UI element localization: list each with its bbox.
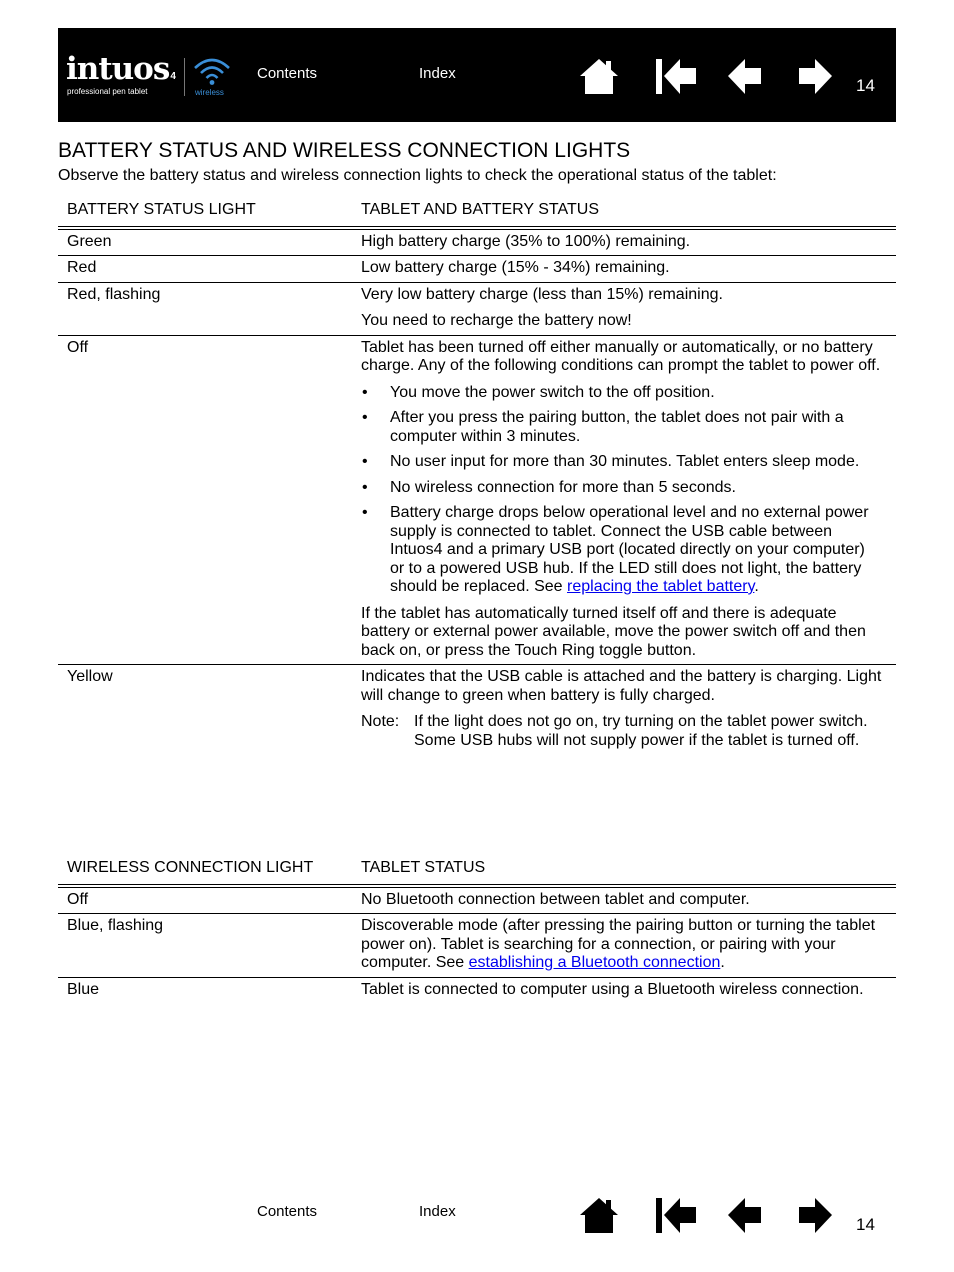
light-cell: Blue	[67, 980, 100, 998]
list-item: • No wireless connection for more than 5 seconds.	[361, 479, 882, 498]
page-number: 14	[856, 76, 875, 95]
replacing-battery-link[interactable]: replacing the tablet battery	[567, 578, 755, 595]
light-cell: Yellow	[67, 668, 113, 685]
footer-nav	[0, 1190, 954, 1250]
wireless-label: wireless	[195, 88, 224, 97]
light-cell: Blue, flashing	[58, 914, 352, 978]
column-header: BATTERY STATUS LIGHT	[58, 201, 352, 228]
status-cell	[352, 335, 896, 665]
logo-subtitle: professional pen tablet	[67, 87, 148, 96]
note	[361, 713, 882, 750]
first-page-icon[interactable]	[654, 1196, 698, 1234]
index-link[interactable]: Index	[419, 65, 456, 82]
contents-link[interactable]: Contents	[257, 1203, 318, 1220]
wireless-icon	[192, 56, 232, 86]
status-cell: Low battery charge (15% - 34%) remaining.	[352, 256, 896, 283]
home-icon[interactable]	[578, 1196, 620, 1234]
light-cell: Red	[58, 256, 352, 283]
list-item: • Battery charge drops below operational level and no external power supply is connected to tablet. Connect the USB cable between Intuos4 and a primary USB port (located directly on your computer) or to a powered USB hub. If the LED still does not light, the battery should be replaced. See replacing the tablet battery.	[361, 504, 882, 597]
note-label: Note:	[361, 713, 400, 730]
next-page-icon[interactable]	[797, 57, 833, 95]
status-cell: High battery charge (35% to 100%) remaining.	[352, 228, 896, 256]
table-row	[58, 256, 896, 283]
battery-status-table	[58, 201, 896, 754]
page-number: 14	[856, 1215, 875, 1234]
table-row	[58, 665, 896, 755]
contents-link[interactable]: Contents	[257, 65, 318, 82]
header-bar	[58, 28, 896, 122]
bluetooth-connection-link[interactable]: establishing a Bluetooth connection	[468, 954, 721, 971]
list-item: • You move the power switch to the off position.	[361, 384, 882, 403]
column-header: WIRELESS CONNECTION LIGHT	[58, 859, 352, 886]
table-row	[58, 228, 896, 256]
home-icon[interactable]	[578, 57, 620, 95]
index-link[interactable]: Index	[419, 1203, 456, 1220]
status-text: Indicates that the USB cable is attached and the battery is charging. Light will change to green when battery is fully charged.	[361, 668, 882, 704]
table-row	[58, 914, 896, 978]
first-page-icon[interactable]	[654, 57, 698, 95]
light-cell: Off	[58, 335, 352, 665]
list-item: • No user input for more than 30 minutes. Tablet enters sleep mode.	[361, 453, 882, 472]
status-cell	[352, 665, 896, 755]
list-item: • After you press the pairing button, the tablet does not pair with a computer within 3 minutes.	[361, 409, 882, 446]
wireless-status-table	[58, 859, 896, 1003]
status-cell: No Bluetooth connection between tablet and computer.	[352, 886, 896, 914]
column-header: TABLET AND BATTERY STATUS	[352, 201, 896, 228]
note-text: If the light does not go on, try turning on the tablet power switch. Some USB hubs will not supply power if the tablet is turned off.	[414, 713, 868, 749]
next-page-icon[interactable]	[797, 1196, 833, 1234]
page-title: BATTERY STATUS AND WIRELESS CONNECTION LIGHTS	[58, 139, 631, 162]
intro-text: Observe the battery status and wireless connection lights to check the operational status of the tablet:	[58, 167, 777, 184]
condition-list	[361, 384, 882, 597]
logo-divider	[184, 58, 185, 96]
status-text: If the tablet has automatically turned itself off and there is adequate battery or external power available, move the power switch off and then back on, or press the Touch Ring toggle button.	[361, 604, 866, 659]
table-row	[58, 335, 896, 665]
table-header-row	[58, 201, 896, 228]
status-text: You need to recharge the battery now!	[361, 312, 632, 329]
table-row	[58, 282, 896, 335]
column-header: TABLET STATUS	[352, 859, 896, 886]
status-cell: Discoverable mode (after pressing the pairing button or turning the tablet power on). Tablet is searching for a connection, or pairing with your computer. See establishing a Bluetooth connection.	[352, 914, 896, 978]
light-cell: Off	[58, 886, 352, 914]
status-text: Tablet has been turned off either manually or automatically, or no battery charge. Any of the following conditions can prompt the tablet to power off.	[361, 338, 881, 374]
light-cell: Red, flashing	[58, 282, 352, 335]
light-cell: Green	[58, 228, 352, 256]
previous-page-icon[interactable]	[727, 57, 763, 95]
table-row	[58, 886, 896, 914]
intuos-logo: intuos4 professional pen tablet	[66, 51, 176, 96]
table-row	[58, 977, 896, 1003]
status-cell	[352, 282, 896, 335]
status-text: Very low battery charge (less than 15%) remaining.	[361, 285, 723, 303]
status-cell: Tablet is connected to computer using a Bluetooth wireless connection.	[361, 980, 864, 998]
table-header-row	[58, 859, 896, 886]
previous-page-icon[interactable]	[727, 1196, 763, 1234]
